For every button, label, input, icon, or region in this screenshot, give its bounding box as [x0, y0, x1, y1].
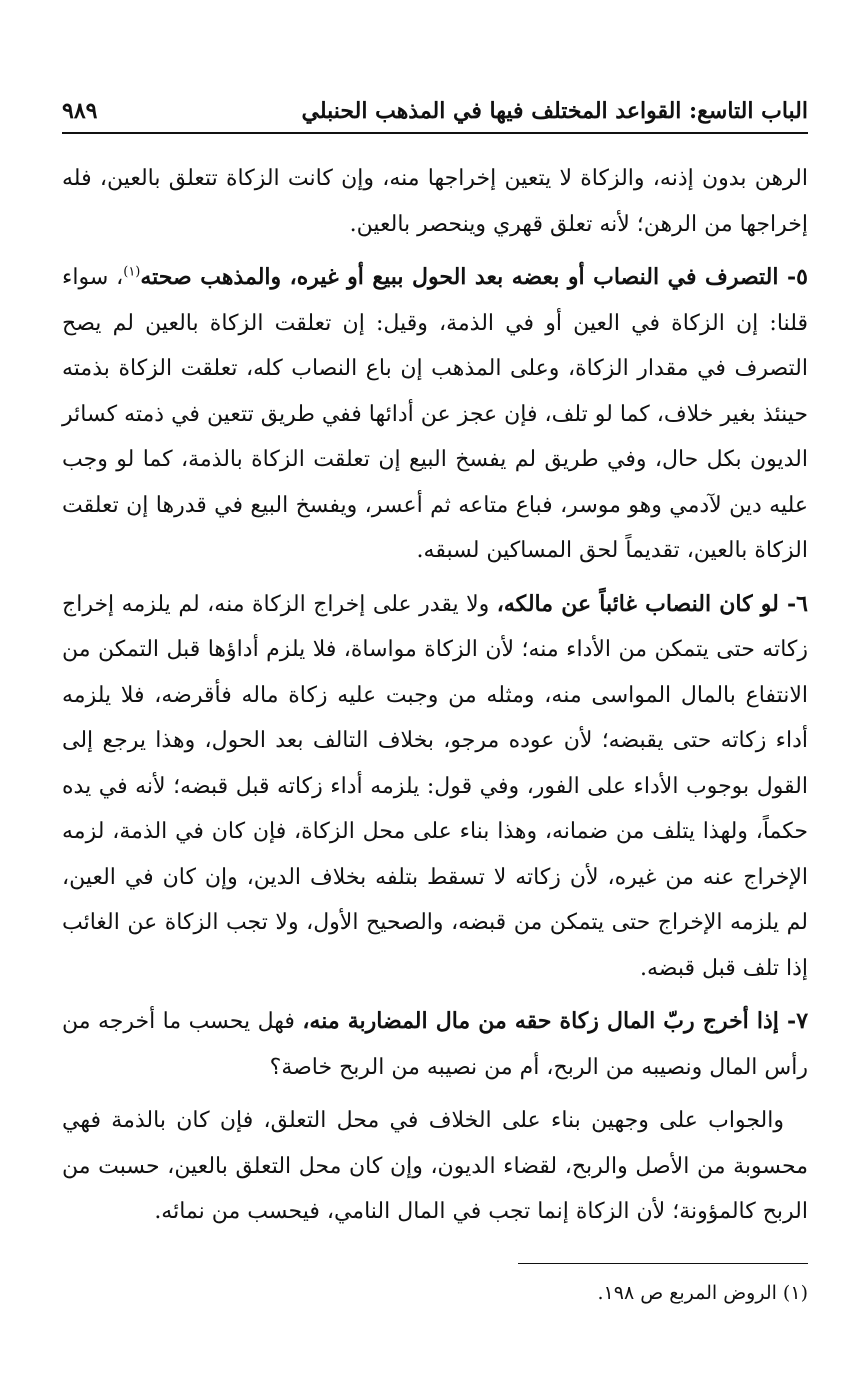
item-heading: إذا أخرج ربّ المال زكاة حقه من مال المضاربة منه، [302, 1008, 779, 1034]
item-number: ٧- [778, 1008, 809, 1034]
paragraph-text: ، سواء قلنا: إن الزكاة في العين أو في الذمة، وقيل: إن تعلقت الزكاة بالعين لم يصح التصرف في مقدار الزكاة، وعلى المذهب إن باع النصاب كله، تعلقت الزكاة بذمته حينئذ بغير خلاف، كما لو تلف، فإن عجز عن أدائها ففي طريق تتعين في ذمته كسائر الديون بكل حال، وفي طريق لم يفسخ البيع إن تعلقت الزكاة بالذمة، كما لو وجب عليه دين لآدمي وهو موسر، فباع متاعه ثم أعسر، ويفسخ البيع في قدرها إن تعلقت الزكاة بالعين، تقديماً لحق المساكين لسبقه. [62, 265, 808, 563]
paragraph-6 [62, 582, 808, 992]
item-heading: التصرف في النصاب أو بعضه بعد الحول ببيع أو غيره، والمذهب صحته [140, 264, 779, 290]
paragraph-1 [62, 156, 808, 247]
page-number: ٩٨٩ [62, 98, 98, 124]
paragraph-text: الرهن بدون إذنه، والزكاة لا يتعين إخراجها منه، وإن كانت الزكاة تتعلق بالعين، فله إخراجها من الرهن؛ لأنه تعلق قهري وينحصر بالعين. [62, 166, 808, 237]
paragraph-7 [62, 999, 808, 1090]
footnote-reference[interactable]: (١) [123, 264, 141, 280]
running-head [62, 96, 808, 134]
paragraph-text: فهل يحسب ما أخرجه من رأس المال ونصيبه من الربح، أم من نصيبه من الربح خاصة؟ [62, 1009, 808, 1080]
item-number: ٥- [778, 264, 808, 290]
footnote-divider [518, 1263, 808, 1264]
paragraph-text: ولا يقدر على إخراج الزكاة منه، لم يلزمه إخراج زكاته حتى يتمكن من الأداء منه؛ لأن الزكاة مواساة، فلا يلزم أداؤها قبل التمكن من الانتفاع بالمال المواسى منه، ومثله من وجبت عليه زكاة ماله فأقرضه، فلا يلزمه أداء زكاته حتى يقبضه؛ لأن عوده مرجو، بخلاف التالف بعد الحول، وهذا يرجع إلى القول بوجوب الأداء على الفور، وفي قول: يلزمه أداء زكاته قبل قبضه؛ لأنه في يده حكماً، ولهذا يتلف من ضمانه، وهذا بناء على محل الزكاة، فإن كان في الذمة، لزمه الإخراج عنه من غيره، لأن زكاته لا تسقط بتلفه بخلاف الدين، وإن كان في العين، لم يلزمه الإخراج حتى يتمكن من قبضه، والصحيح الأول، ولا تجب الزكاة عن الغائب إذا تلف قبل قبضه. [62, 591, 808, 981]
paragraph-5 [62, 255, 808, 574]
body-text [62, 156, 808, 1235]
paragraph-text: والجواب على وجهين بناء على الخلاف في محل التعلق، فإن كان بالذمة فهي محسوبة من الأصل والربح، لقضاء الديون، وإن كان محل التعلق بالعين، حسبت من الربح كالمؤونة؛ لأن الزكاة إنما تجب في المال النامي، فيحسب من نمائه. [62, 1108, 808, 1224]
item-number: ٦- [778, 590, 808, 617]
item-heading: لو كان النصاب غائباً عن مالكه، [496, 590, 779, 617]
running-title: الباب التاسع: القواعد المختلف فيها في المذهب الحنبلي [301, 98, 808, 124]
footnote: (١) الروض المربع ص ١٩٨. [597, 1281, 808, 1304]
book-page [62, 96, 808, 1308]
paragraph-answer [62, 1098, 808, 1235]
